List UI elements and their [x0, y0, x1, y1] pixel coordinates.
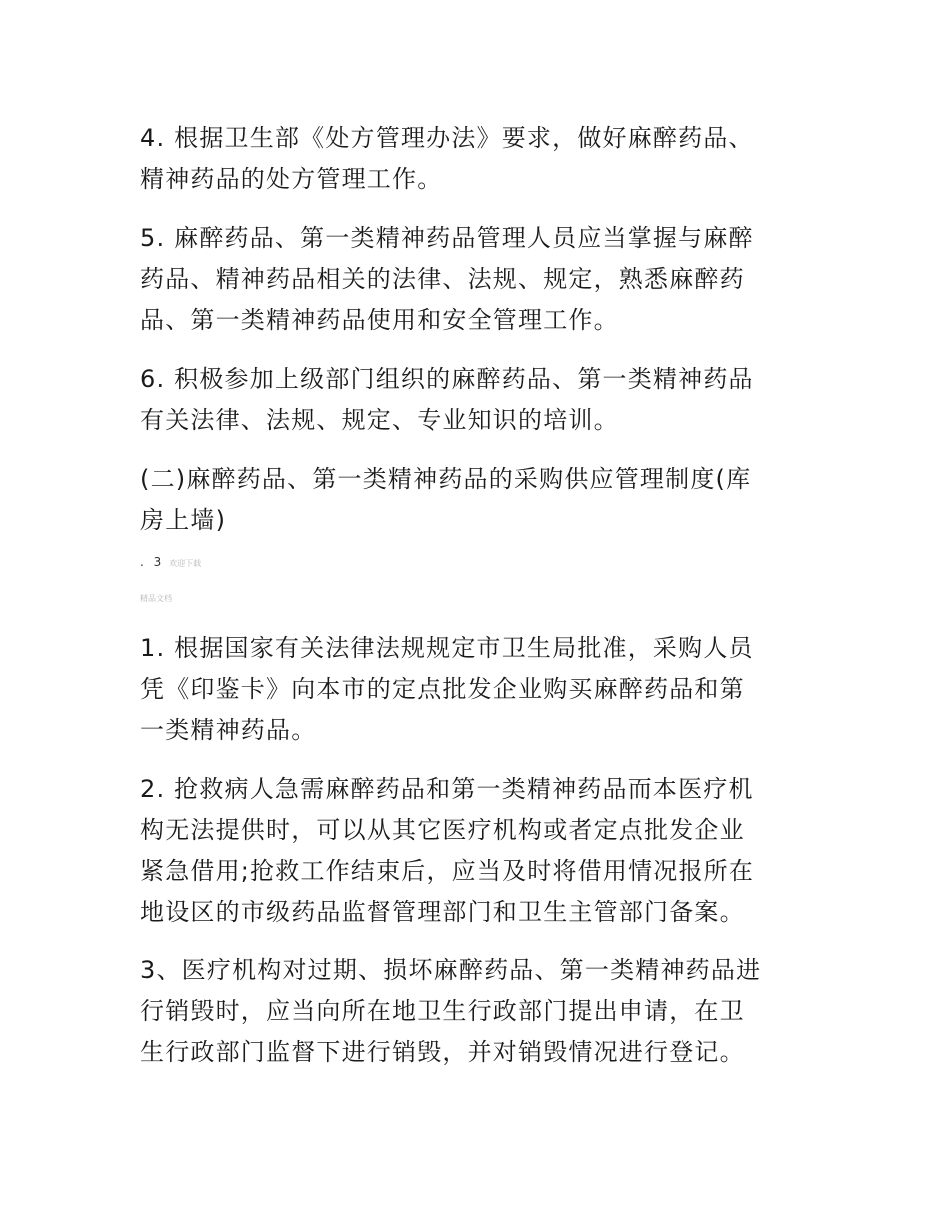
section-heading-2: [140, 459, 820, 541]
paragraph-line: 生行政部门监督下进行销毁，并对销毁情况进行登记。: [140, 1038, 745, 1066]
page-marker-prefix: .: [140, 555, 144, 569]
paragraph-line: 5. 麻醉药品、第一类精神药品管理人员应当掌握与麻醉: [140, 224, 754, 252]
page-number-marker: [140, 555, 201, 569]
paragraph-line: 品、第一类精神药品使用和安全管理工作。: [140, 306, 619, 334]
download-note: 欢迎下载: [169, 559, 202, 568]
paragraph-line: 药品、精神药品相关的法律、法规、规定，熟悉麻醉药: [140, 265, 745, 293]
paragraph-item-1: [140, 628, 820, 751]
paragraph-item-2: [140, 769, 820, 933]
paragraph-line: 紧急借用;抢救工作结束后，应当及时将借用情况报所在: [140, 857, 755, 885]
paragraph-line: 房上墙): [140, 506, 227, 534]
paragraph-line: 地设区的市级药品监督管理部门和卫生主管部门备案。: [140, 898, 745, 926]
paragraph-line: 行销毁时，应当向所在地卫生行政部门提出申请，在卫: [140, 997, 745, 1025]
page-number: 3: [153, 555, 162, 569]
paragraph-line: 4. 根据卫生部《处方管理办法》要求，做好麻醉药品、: [140, 124, 754, 152]
paragraph-line: 一类精神药品。: [140, 716, 317, 744]
paragraph-line: 凭《印鉴卡》向本市的定点批发企业购买麻醉药品和第: [140, 675, 745, 703]
document-tag: 精品文档: [140, 594, 172, 603]
paragraph-line: (二)麻醉药品、第一类精神药品的采购供应管理制度(库: [140, 465, 752, 493]
paragraph-line: 构无法提供时，可以从其它医疗机构或者定点批发企业: [140, 816, 745, 844]
paragraph-line: 2. 抢救病人急需麻醉药品和第一类精神药品而本医疗机: [140, 775, 754, 803]
paragraph-line: 1. 根据国家有关法律法规规定市卫生局批准，采购人员: [140, 634, 754, 662]
paragraph-line: 3、医疗机构对过期、损坏麻醉药品、第一类精神药品进: [140, 956, 762, 984]
paragraph-item-6: [140, 359, 820, 441]
paragraph-line: 有关法律、法规、规定、专业知识的培训。: [140, 406, 619, 434]
paragraph-line: 精神药品的处方管理工作。: [140, 165, 443, 193]
paragraph-line: 6. 积极参加上级部门组织的麻醉药品、第一类精神药品: [140, 365, 754, 393]
paragraph-item-5: [140, 218, 820, 341]
paragraph-item-3: [140, 950, 820, 1073]
paragraph-item-4: [140, 118, 820, 200]
